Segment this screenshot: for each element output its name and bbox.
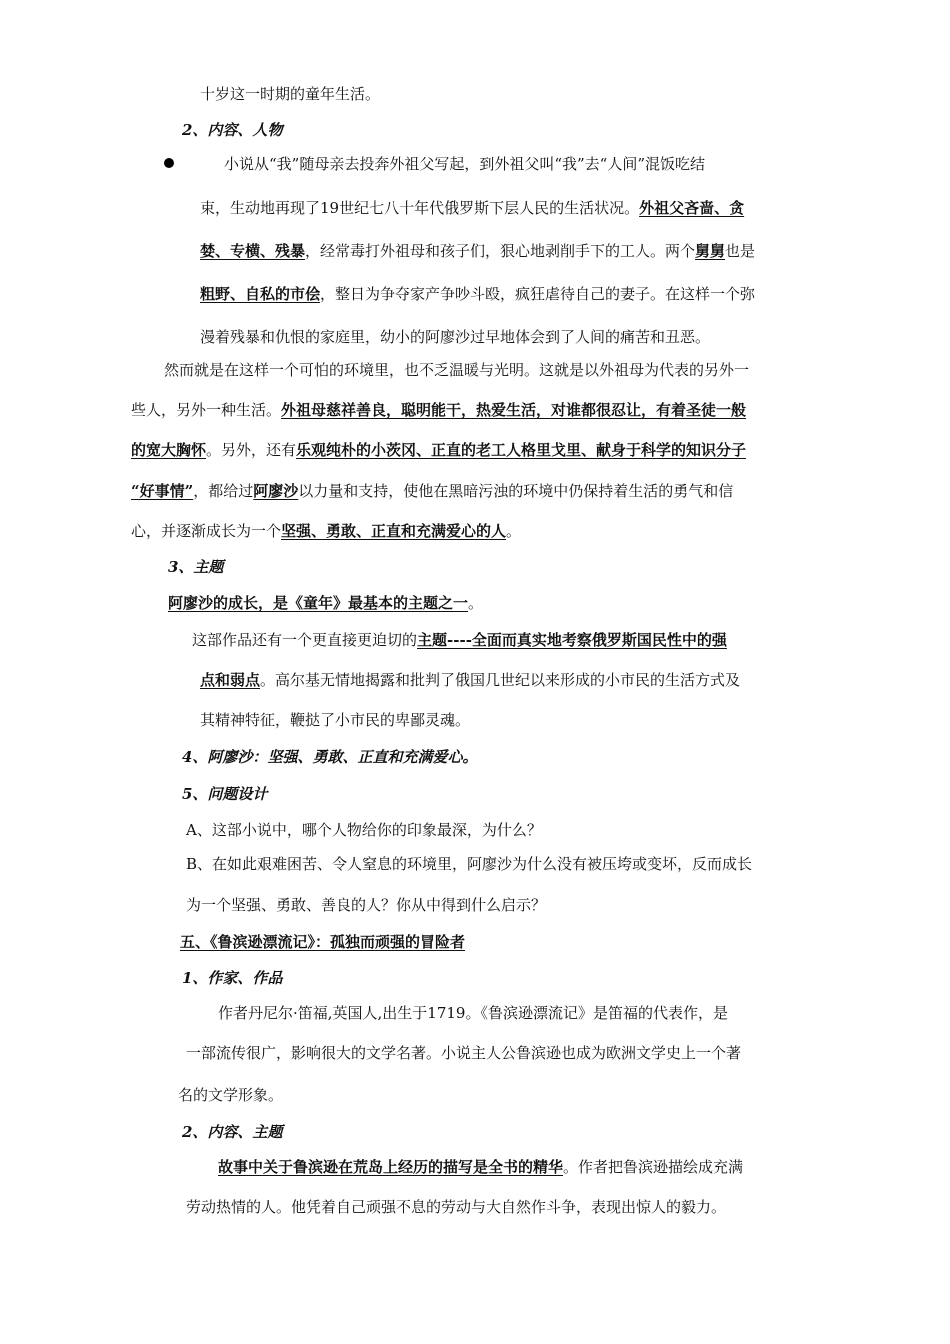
- text-line: 一部流传很广，影响很大的文学名著。小说主人公鲁滨逊也成为欧洲文学史上一个著: [186, 1044, 742, 1062]
- text-run: 也是: [725, 242, 756, 260]
- question-item: B、在如此艰难困苦、令人窒息的环境里，阿廖沙为什么没有被压垮或变坏，反而成长: [186, 855, 753, 873]
- text-line: [131, 398, 746, 422]
- text-line: [200, 196, 744, 220]
- text-line: [168, 591, 483, 615]
- text-run: 。: [506, 522, 522, 540]
- text-run: 。另外，还有: [206, 441, 297, 459]
- text-run: 。作者把鲁滨逊描绘成充满: [563, 1158, 744, 1176]
- text-line: 名的文学形象。: [178, 1086, 284, 1104]
- section-heading: 5、问题设计: [182, 785, 268, 803]
- text-line: 十岁这一时期的童年生活。: [200, 85, 381, 103]
- text-line: [131, 519, 521, 543]
- text-run: 束，生动地再现了19世纪七八十年代俄罗斯下层人民的生活状况。: [200, 199, 640, 217]
- text-run: 这部作品还有一个更直接更迫切的: [192, 631, 418, 649]
- emphasis-text: 坚强、勇敢、正直和充满爱心的人: [281, 522, 507, 540]
- text-run: 。高尔基无情地揭露和批判了俄国几世纪以来形成的小市民的生活方式及: [260, 671, 741, 689]
- section-heading: 1、作家、作品: [182, 969, 283, 987]
- emphasis-text: 乐观纯朴的小茨冈、正直的老工人格里戈里、献身于科学的知识分子: [296, 441, 747, 459]
- text-line: 作者丹尼尔·笛福,英国人,出生于1719。《鲁滨逊漂流记》是笛福的代表作，是: [218, 1004, 728, 1022]
- emphasis-text: 的宽大胸怀: [131, 441, 207, 459]
- section-heading: 3、主题: [168, 558, 224, 576]
- text-line: [218, 1155, 743, 1179]
- emphasis-text: 阿廖沙: [253, 482, 299, 500]
- emphasis-text: 婪、专横、残暴: [200, 242, 306, 260]
- emphasis-text: 外祖父吝啬、贪: [639, 199, 745, 217]
- text-line: [192, 628, 727, 652]
- text-run: 。: [468, 594, 484, 612]
- emphasis-text: 主题----全面而真实地考察俄罗斯国民性中的强: [417, 631, 727, 649]
- text-run: 心，并逐渐成长为一个: [131, 522, 282, 540]
- bullet-icon: [164, 158, 174, 168]
- text-line: [131, 479, 733, 503]
- chapter-heading: 五、《鲁滨逊漂流记》：孤独而顽强的冒险者: [180, 933, 466, 951]
- section-heading: 2、内容、主题: [182, 1123, 283, 1141]
- text-line: 其精神特征，鞭挞了小市民的卑鄙灵魂。: [200, 711, 471, 729]
- text-line: [200, 668, 740, 692]
- text-line: [200, 239, 755, 263]
- text-line: 漫着残暴和仇恨的家庭里，幼小的阿廖沙过早地体会到了人间的痛苦和丑恶。: [200, 328, 711, 346]
- text-run: ，经常毒打外祖母和孩子们，狠心地剥削手下的工人。两个: [305, 242, 696, 260]
- text-line: 劳动热情的人。他凭着自己顽强不息的劳动与大自然作斗争，表现出惊人的毅力。: [186, 1198, 727, 1216]
- text-line: [200, 282, 755, 306]
- emphasis-text: 外祖母慈祥善良，聪明能干，热爱生活，对谁都很忍让，有着圣徒一般: [281, 401, 747, 419]
- emphasis-text: 阿廖沙的成长，是《童年》最基本的主题之一: [168, 594, 469, 612]
- question-item: A、这部小说中，哪个人物给你的印象最深，为什么？: [186, 821, 542, 839]
- text-line: [131, 438, 746, 462]
- text-run: 以力量和支持，使他在黑暗污浊的环境中仍保持着生活的勇气和信: [298, 482, 734, 500]
- section-heading: 4、阿廖沙：坚强、勇敢、正直和充满爱心。: [182, 748, 478, 766]
- text-line: 小说从“我”随母亲去投奔外祖父写起，到外祖父叫“我”去“人间”混饭吃结: [224, 155, 706, 173]
- text-run: ，都给过: [193, 482, 254, 500]
- question-item: 为一个坚强、勇敢、善良的人？你从中得到什么启示？: [186, 896, 547, 914]
- text-run: 些人，另外一种生活。: [131, 401, 282, 419]
- text-run: ，整日为争夺家产争吵斗殴，疯狂虐待自己的妻子。在这样一个弥: [320, 285, 756, 303]
- section-heading: 2、内容、人物: [182, 121, 283, 139]
- emphasis-text: 舅舅: [695, 242, 726, 260]
- emphasis-text: 点和弱点: [200, 671, 261, 689]
- emphasis-text: “好事情”: [131, 482, 194, 500]
- text-line: 然而就是在这样一个可怕的环境里，也不乏温暖与光明。这就是以外祖母为代表的另外一: [164, 361, 750, 379]
- emphasis-text: 粗野、自私的市侩: [200, 285, 321, 303]
- emphasis-text: 故事中关于鲁滨逊在荒岛上经历的描写是全书的精华: [218, 1158, 564, 1176]
